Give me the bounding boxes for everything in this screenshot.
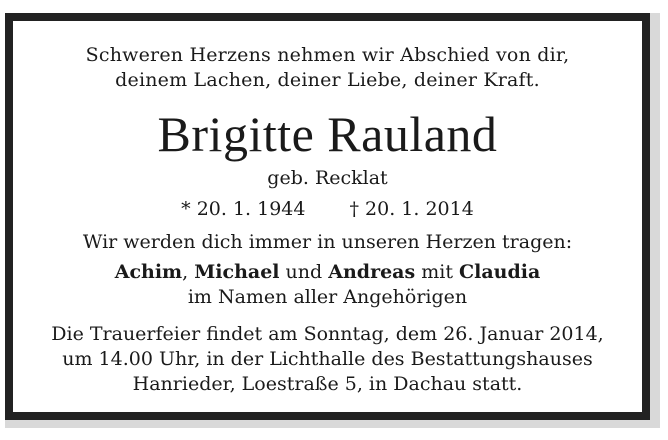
mourners-relation: im Namen aller Angehörigen bbox=[187, 286, 468, 308]
mourner-name: Andreas bbox=[328, 261, 416, 283]
funeral-line-3: Hanrieder, Loestraße 5, in Dachau statt. bbox=[132, 373, 523, 395]
mourner-name: Claudia bbox=[459, 261, 541, 283]
life-dates bbox=[13, 198, 642, 220]
birth-date: * 20. 1. 1944 bbox=[181, 198, 306, 220]
obituary-notice bbox=[5, 13, 650, 420]
funeral-line-1: Die Trauerfeier findet am Sonntag, dem 26. Januar 2014, bbox=[51, 323, 604, 345]
mourner-separator: mit bbox=[415, 261, 459, 283]
mourner-name: Achim bbox=[114, 261, 183, 283]
memorial-message: Wir werden dich immer in unseren Herzen tragen: bbox=[82, 231, 573, 253]
mourners-line bbox=[13, 261, 642, 283]
mourner-name: Michael bbox=[194, 261, 280, 283]
mourner-separator: , bbox=[182, 261, 195, 283]
intro-line-2: deinem Lachen, deiner Liebe, deiner Kraft. bbox=[115, 69, 540, 91]
notice-shadow-bottom bbox=[5, 420, 660, 428]
birth-name: geb. Recklat bbox=[267, 167, 388, 189]
death-date: † 20. 1. 2014 bbox=[349, 198, 474, 220]
mourner-separator: und bbox=[279, 261, 329, 283]
intro-line-1: Schweren Herzens nehmen wir Abschied von dir, bbox=[85, 44, 570, 66]
funeral-line-2: um 14.00 Uhr, in der Lichthalle des Bestattungshauses bbox=[62, 348, 593, 370]
deceased-name: Brigitte Rauland bbox=[157, 106, 498, 162]
notice-shadow-right bbox=[650, 13, 660, 428]
